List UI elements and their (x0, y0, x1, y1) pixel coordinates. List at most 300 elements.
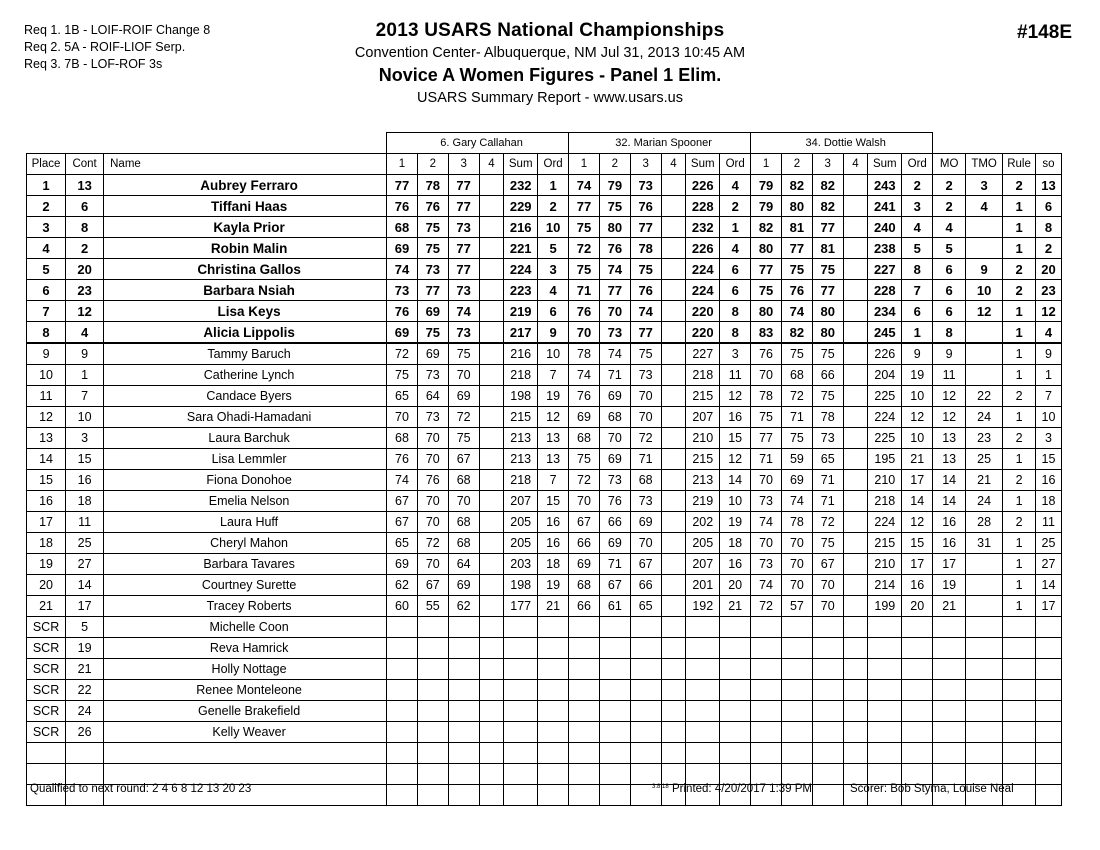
cell-j3-f2: 74 (781, 491, 812, 512)
cell-so: 23 (1036, 280, 1062, 301)
cell-name: Cheryl Mahon (104, 533, 387, 554)
cell-mo: 5 (933, 238, 966, 259)
cell-tmo (966, 554, 1003, 575)
cell-so: 12 (1036, 301, 1062, 322)
cell-j1-ord: 3 (538, 259, 569, 280)
cell-j1-f2 (417, 659, 448, 680)
table-row[interactable] (27, 259, 1062, 280)
cell-blank (569, 764, 600, 785)
cell-j1-f3 (448, 701, 479, 722)
cell-j2-f1 (569, 617, 600, 638)
cell-tmo (966, 365, 1003, 386)
cell-j2-f3 (630, 680, 661, 701)
table-row[interactable] (27, 238, 1062, 259)
cell-j1-f4 (479, 680, 504, 701)
cell-j3-ord: 14 (902, 491, 933, 512)
cell-j2-f4 (661, 659, 686, 680)
cell-j1-f3: 69 (448, 575, 479, 596)
cell-j3-ord: 2 (902, 175, 933, 196)
cell-blank (448, 764, 479, 785)
cell-mo: 14 (933, 491, 966, 512)
cell-j1-f2: 75 (417, 217, 448, 238)
cell-j2-f4 (661, 175, 686, 196)
cell-tmo (966, 680, 1003, 701)
cell-j2-f4 (661, 554, 686, 575)
cell-j2-ord: 11 (720, 365, 751, 386)
cell-j2-f3: 65 (630, 596, 661, 617)
cell-j2-f2: 68 (599, 407, 630, 428)
cell-j1-f3: 74 (448, 301, 479, 322)
cell-blank (417, 764, 448, 785)
cell-j2-sum: 213 (686, 470, 720, 491)
results-sheet (26, 132, 1062, 806)
cell-j2-sum: 192 (686, 596, 720, 617)
cell-j3-sum (868, 722, 902, 743)
cell-cont: 11 (66, 512, 104, 533)
cell-j3-f4 (843, 386, 868, 407)
cell-blank (27, 764, 66, 785)
cell-rule: 1 (1003, 217, 1036, 238)
cell-j3-f3: 65 (812, 449, 843, 470)
cell-j2-f3: 67 (630, 554, 661, 575)
cell-j3-f3: 81 (812, 238, 843, 259)
cell-cont: 10 (66, 407, 104, 428)
cell-rule (1003, 638, 1036, 659)
cell-so (1036, 638, 1062, 659)
cell-tmo (966, 575, 1003, 596)
cell-rule: 1 (1003, 596, 1036, 617)
cell-mo (933, 638, 966, 659)
cell-blank (686, 764, 720, 785)
cell-j3-f1: 73 (751, 554, 782, 575)
cell-j1-f3: 75 (448, 343, 479, 365)
cell-place: 6 (27, 280, 66, 301)
cell-j2-sum: 210 (686, 428, 720, 449)
cell-j1-f2 (417, 617, 448, 638)
cell-j2-f2: 69 (599, 386, 630, 407)
cell-j1-f4 (479, 617, 504, 638)
cell-j1-sum: 198 (504, 386, 538, 407)
cell-mo: 17 (933, 554, 966, 575)
cell-so: 17 (1036, 596, 1062, 617)
cell-j2-f2: 70 (599, 428, 630, 449)
cell-j1-ord: 1 (538, 175, 569, 196)
table-row[interactable] (27, 512, 1062, 533)
cell-j1-f1: 65 (387, 533, 418, 554)
cell-j1-sum (504, 638, 538, 659)
cell-j2-f1 (569, 638, 600, 659)
cell-mo (933, 659, 966, 680)
cell-cont: 17 (66, 596, 104, 617)
cell-j3-f4 (843, 596, 868, 617)
cell-j2-sum: 220 (686, 322, 720, 344)
cell-place: 5 (27, 259, 66, 280)
cell-name: Candace Byers (104, 386, 387, 407)
cell-j2-f2 (599, 722, 630, 743)
cell-cont: 9 (66, 343, 104, 365)
col-header-j2-ord: Ord (720, 154, 751, 175)
cell-place: SCR (27, 659, 66, 680)
cell-j2-ord: 12 (720, 386, 751, 407)
table-row[interactable] (27, 322, 1062, 344)
cell-j3-f2 (781, 659, 812, 680)
cell-j1-ord: 21 (538, 596, 569, 617)
cell-j3-f3: 75 (812, 259, 843, 280)
cell-j3-f4 (843, 365, 868, 386)
table-row[interactable] (27, 617, 1062, 638)
cell-name: Tiffani Haas (104, 196, 387, 217)
cell-j2-f1: 75 (569, 259, 600, 280)
cell-name: Tammy Baruch (104, 343, 387, 365)
cell-j3-ord: 20 (902, 596, 933, 617)
cell-j1-f3: 68 (448, 470, 479, 491)
cell-cont: 16 (66, 470, 104, 491)
table-row[interactable] (27, 449, 1062, 470)
cell-tmo: 10 (966, 280, 1003, 301)
cell-so: 25 (1036, 533, 1062, 554)
cell-j3-sum: 214 (868, 575, 902, 596)
cell-so: 4 (1036, 322, 1062, 344)
cell-j1-f1: 65 (387, 386, 418, 407)
cell-j3-f1 (751, 659, 782, 680)
cell-name: Barbara Tavares (104, 554, 387, 575)
cell-j1-f1: 70 (387, 407, 418, 428)
cell-j1-f4 (479, 343, 504, 365)
cell-j1-f1 (387, 722, 418, 743)
cell-place: 13 (27, 428, 66, 449)
table-row-blank (27, 743, 1062, 764)
table-row[interactable] (27, 407, 1062, 428)
table-row[interactable] (27, 596, 1062, 617)
cell-j2-ord: 12 (720, 449, 751, 470)
cell-j3-f4 (843, 301, 868, 322)
cell-blank (868, 743, 902, 764)
cell-j3-f2: 59 (781, 449, 812, 470)
table-row[interactable] (27, 428, 1062, 449)
cell-j2-f3: 73 (630, 365, 661, 386)
cell-j1-f1: 74 (387, 259, 418, 280)
judge-header-2: 32. Marian Spooner (569, 133, 751, 154)
cell-j2-f1: 76 (569, 301, 600, 322)
cell-blank (66, 743, 104, 764)
cell-j2-f1: 66 (569, 596, 600, 617)
cell-j1-sum: 203 (504, 554, 538, 575)
cell-j3-f4 (843, 533, 868, 554)
cell-tmo (966, 343, 1003, 365)
cell-so: 7 (1036, 386, 1062, 407)
cell-mo: 16 (933, 533, 966, 554)
requirement-3: Req 3. 7B - LOF-ROF 3s (24, 57, 163, 71)
cell-j2-sum (686, 617, 720, 638)
cell-j2-f3 (630, 659, 661, 680)
cell-rule (1003, 722, 1036, 743)
cell-rule: 1 (1003, 575, 1036, 596)
cell-j3-sum: 238 (868, 238, 902, 259)
table-row[interactable] (27, 659, 1062, 680)
cell-j1-f2 (417, 680, 448, 701)
cell-j1-sum: 205 (504, 533, 538, 554)
cell-j3-f4 (843, 512, 868, 533)
cell-j3-f3: 73 (812, 428, 843, 449)
cell-blank (812, 764, 843, 785)
cell-j2-sum: 228 (686, 196, 720, 217)
table-row[interactable] (27, 301, 1062, 322)
cell-rule: 1 (1003, 449, 1036, 470)
cell-j1-f2 (417, 638, 448, 659)
cell-blank (902, 764, 933, 785)
table-row[interactable] (27, 575, 1062, 596)
cell-j1-f2: 70 (417, 512, 448, 533)
cell-j2-f2: 74 (599, 259, 630, 280)
col-header-j1-sum: Sum (504, 154, 538, 175)
col-header-j2-2: 2 (599, 154, 630, 175)
cell-j2-sum: 215 (686, 386, 720, 407)
cell-name: Alicia Lippolis (104, 322, 387, 344)
cell-j3-f1: 71 (751, 449, 782, 470)
cell-j2-sum: 202 (686, 512, 720, 533)
col-header-j2-sum: Sum (686, 154, 720, 175)
cell-blank (843, 743, 868, 764)
cell-j3-f2: 77 (781, 238, 812, 259)
cell-j3-f3: 67 (812, 554, 843, 575)
cell-j1-ord: 7 (538, 365, 569, 386)
cell-so (1036, 722, 1062, 743)
cell-j2-f4 (661, 407, 686, 428)
cell-blank (479, 785, 504, 806)
cell-j1-ord: 4 (538, 280, 569, 301)
cell-j2-f2: 77 (599, 280, 630, 301)
cell-j1-sum: 207 (504, 491, 538, 512)
cell-j1-f1: 67 (387, 512, 418, 533)
cell-mo: 12 (933, 386, 966, 407)
cell-tmo: 23 (966, 428, 1003, 449)
cell-j2-sum: 227 (686, 343, 720, 365)
cell-j2-f4 (661, 596, 686, 617)
cell-rule: 2 (1003, 428, 1036, 449)
cell-j2-f2: 71 (599, 365, 630, 386)
cell-j1-sum: 224 (504, 259, 538, 280)
cell-name: Laura Huff (104, 512, 387, 533)
cell-j3-ord: 12 (902, 512, 933, 533)
cell-cont: 26 (66, 722, 104, 743)
cell-cont: 25 (66, 533, 104, 554)
table-row[interactable] (27, 343, 1062, 365)
cell-j2-sum: 224 (686, 280, 720, 301)
cell-mo: 2 (933, 175, 966, 196)
table-row[interactable] (27, 701, 1062, 722)
table-row[interactable] (27, 722, 1062, 743)
table-row[interactable] (27, 638, 1062, 659)
cell-j1-f3: 73 (448, 322, 479, 344)
cell-j1-f4 (479, 596, 504, 617)
cell-j1-ord: 13 (538, 428, 569, 449)
cell-j3-ord: 9 (902, 343, 933, 365)
cell-j2-ord: 6 (720, 280, 751, 301)
cell-place: 17 (27, 512, 66, 533)
cell-j3-f3 (812, 680, 843, 701)
cell-place: SCR (27, 680, 66, 701)
table-row[interactable] (27, 386, 1062, 407)
cell-j1-sum: 198 (504, 575, 538, 596)
cell-j3-sum: 241 (868, 196, 902, 217)
table-row[interactable] (27, 365, 1062, 386)
cell-so: 14 (1036, 575, 1062, 596)
cell-j3-f4 (843, 175, 868, 196)
cell-j2-ord: 15 (720, 428, 751, 449)
cell-j3-ord: 12 (902, 407, 933, 428)
version-code: 3.8.18 (652, 784, 669, 790)
cell-j3-sum: 215 (868, 533, 902, 554)
cell-j1-f4 (479, 407, 504, 428)
table-row[interactable] (27, 175, 1062, 196)
cell-j3-f2: 69 (781, 470, 812, 491)
cell-place: 3 (27, 217, 66, 238)
cell-j1-f1 (387, 638, 418, 659)
cell-j3-f3 (812, 617, 843, 638)
table-row[interactable] (27, 533, 1062, 554)
cell-j2-sum: 226 (686, 238, 720, 259)
cell-rule: 1 (1003, 301, 1036, 322)
table-row[interactable] (27, 196, 1062, 217)
cell-tmo (966, 238, 1003, 259)
cell-j3-f2: 71 (781, 407, 812, 428)
cell-blank (1036, 785, 1062, 806)
cell-j3-f1: 70 (751, 533, 782, 554)
cell-j1-sum: 219 (504, 301, 538, 322)
cell-mo: 13 (933, 428, 966, 449)
cell-cont: 18 (66, 491, 104, 512)
cell-j1-f1 (387, 617, 418, 638)
cell-rule: 2 (1003, 512, 1036, 533)
event-title: 2013 USARS National Championships (375, 20, 725, 41)
cell-j1-f2: 70 (417, 491, 448, 512)
table-row[interactable] (27, 280, 1062, 301)
cell-j2-f4 (661, 386, 686, 407)
cell-rule: 2 (1003, 259, 1036, 280)
cell-place: 4 (27, 238, 66, 259)
cell-blank (902, 743, 933, 764)
cell-j1-f1: 73 (387, 280, 418, 301)
cell-j3-f3 (812, 701, 843, 722)
cell-j2-sum: 224 (686, 259, 720, 280)
cell-j1-f3 (448, 617, 479, 638)
cell-j3-sum: 218 (868, 491, 902, 512)
table-row[interactable] (27, 680, 1062, 701)
cell-so: 8 (1036, 217, 1062, 238)
col-header-tmo: TMO (966, 154, 1003, 175)
cell-j1-f2: 75 (417, 322, 448, 344)
cell-j2-f1: 70 (569, 322, 600, 344)
cell-j3-f1: 72 (751, 596, 782, 617)
cell-j1-f3: 75 (448, 428, 479, 449)
col-header-j1-2: 2 (417, 154, 448, 175)
cell-blank (868, 764, 902, 785)
cell-j3-sum: 225 (868, 386, 902, 407)
cell-j1-sum: 223 (504, 280, 538, 301)
cell-j3-f4 (843, 470, 868, 491)
cell-mo: 12 (933, 407, 966, 428)
cell-j1-sum: 218 (504, 470, 538, 491)
cell-blank (1036, 743, 1062, 764)
judge-header-3: 34. Dottie Walsh (751, 133, 933, 154)
cell-j1-f2: 73 (417, 365, 448, 386)
cell-j3-f2 (781, 680, 812, 701)
cell-name: Christina Gallos (104, 259, 387, 280)
cell-j3-f1: 79 (751, 196, 782, 217)
cell-j1-f3: 68 (448, 533, 479, 554)
cell-j1-f1: 76 (387, 196, 418, 217)
cell-j3-sum: 195 (868, 449, 902, 470)
cell-place: 7 (27, 301, 66, 322)
cell-cont: 2 (66, 238, 104, 259)
cell-j2-f2: 76 (599, 238, 630, 259)
cell-j1-sum: 229 (504, 196, 538, 217)
cell-j2-ord: 16 (720, 407, 751, 428)
cell-j2-f2: 73 (599, 322, 630, 344)
cell-j3-sum (868, 638, 902, 659)
cell-j1-f1 (387, 680, 418, 701)
cell-name: Catherine Lynch (104, 365, 387, 386)
cell-blank (504, 764, 538, 785)
cell-j1-ord: 19 (538, 575, 569, 596)
cell-blank (387, 743, 418, 764)
cell-j1-f4 (479, 259, 504, 280)
cell-name: Laura Barchuk (104, 428, 387, 449)
table-row[interactable] (27, 554, 1062, 575)
cell-j2-f3: 72 (630, 428, 661, 449)
cell-j1-f3 (448, 680, 479, 701)
cell-j1-sum (504, 701, 538, 722)
cell-j3-f2: 78 (781, 512, 812, 533)
cell-blank (538, 743, 569, 764)
cell-cont: 22 (66, 680, 104, 701)
cell-j1-sum (504, 722, 538, 743)
cell-j1-f1 (387, 659, 418, 680)
cell-blank (387, 785, 418, 806)
cell-j2-f4 (661, 280, 686, 301)
cell-j3-f1: 75 (751, 407, 782, 428)
cell-j3-f1: 74 (751, 575, 782, 596)
cell-j2-f1 (569, 701, 600, 722)
cell-j2-ord (720, 659, 751, 680)
cell-j2-f2: 67 (599, 575, 630, 596)
cell-j1-sum: 216 (504, 217, 538, 238)
cell-j1-f1 (387, 701, 418, 722)
cell-name: Reva Hamrick (104, 638, 387, 659)
cell-rule: 1 (1003, 196, 1036, 217)
table-row-blank (27, 764, 1062, 785)
cell-j3-sum (868, 701, 902, 722)
cell-j2-f2: 71 (599, 554, 630, 575)
cell-place: 8 (27, 322, 66, 344)
cell-j3-sum: 225 (868, 428, 902, 449)
col-header-j1-1: 1 (387, 154, 418, 175)
table-row[interactable] (27, 217, 1062, 238)
cell-mo: 19 (933, 575, 966, 596)
cell-blank (933, 743, 966, 764)
table-row[interactable] (27, 470, 1062, 491)
cell-j1-ord (538, 722, 569, 743)
cell-tmo: 12 (966, 301, 1003, 322)
cell-blank (966, 743, 1003, 764)
cell-j2-sum: 205 (686, 533, 720, 554)
cell-mo: 4 (933, 217, 966, 238)
results-table (26, 132, 1062, 806)
cell-blank (448, 785, 479, 806)
cell-j3-sum: 204 (868, 365, 902, 386)
table-row[interactable] (27, 491, 1062, 512)
cell-j3-f1: 70 (751, 470, 782, 491)
